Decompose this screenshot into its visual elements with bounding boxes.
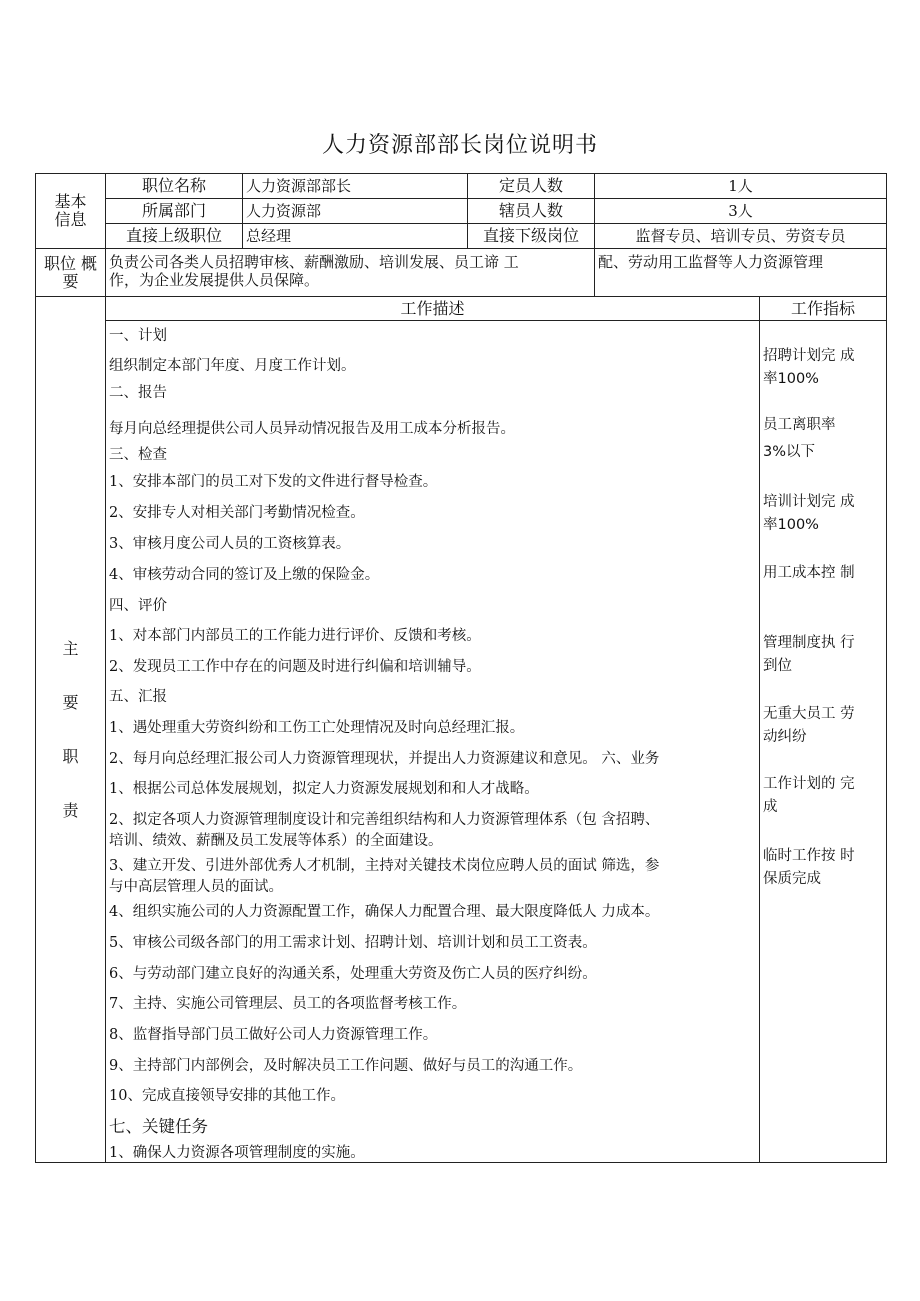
duty-line: 1、确保人力资源各项管理制度的实施。	[109, 1145, 365, 1161]
subordinate-positions-value: 监督专员、培训专员、劳资专员	[595, 224, 887, 249]
work-description-header: 工作描述	[106, 297, 760, 321]
work-description-body	[106, 321, 760, 1163]
duty-line: 组织制定本部门年度、月度工作计划。	[109, 358, 356, 374]
position-name-label: 职位名称	[106, 174, 243, 199]
metric-line: 招聘计划完 成	[763, 348, 855, 364]
duty-line: 1、根据公司总体发展规划，拟定人力资源发展规划和和人才战略。	[109, 781, 539, 797]
duty-line: 6、与劳动部门建立良好的沟通关系，处理重大劳资及伤亡人员的医疗纠纷。	[109, 966, 597, 982]
summary-text-continued: 配、劳动用工监督等人力资源管理	[595, 249, 887, 297]
metric-line: 率100%	[763, 371, 819, 387]
metric-line: 成	[763, 799, 778, 815]
metric-line: 用工成本控 制	[763, 565, 855, 581]
subordinates-count-value: 3人	[595, 199, 887, 224]
job-description-table	[35, 173, 887, 1163]
metric-line: 动纠纷	[763, 729, 807, 745]
metric-line: 管理制度执 行	[763, 635, 855, 651]
department-value: 人力资源部	[243, 199, 468, 224]
duty-line: 每月向总经理提供公司人员异动情况报告及用工成本分析报告。	[109, 421, 515, 437]
superior-label: 直接上级职位	[106, 224, 243, 249]
duty-line: 1、安排本部门的员工对下发的文件进行督导检查。	[109, 474, 438, 490]
duty-line: 二、报告	[109, 385, 167, 401]
metric-line: 临时工作按 时	[763, 848, 855, 864]
duty-line: 培训、绩效、薪酬及员工发展等体系）的全面建设。	[109, 833, 443, 849]
duty-line: 3、建立开发、引进外部优秀人才机制，主持对关键技术岗位应聘人员的面试 筛选，参	[109, 858, 660, 874]
summary-label: 职位 概 要	[36, 249, 106, 297]
headcount-label: 定员人数	[468, 174, 595, 199]
main-duties-label: 主 要 职 责	[36, 297, 106, 1163]
work-metrics-header: 工作指标	[760, 297, 887, 321]
duty-line: 10、完成直接领导安排的其他工作。	[109, 1088, 345, 1104]
superior-value: 总经理	[243, 224, 468, 249]
duty-line: 3、审核月度公司人员的工资核算表。	[109, 536, 351, 552]
duty-line: 7、主持、实施公司管理层、员工的各项监督考核工作。	[109, 996, 467, 1012]
duty-line: 8、监督指导部门员工做好公司人力资源管理工作。	[109, 1027, 438, 1043]
duty-line: 2、安排专人对相关部门考勤情况检查。	[109, 505, 365, 521]
subordinate-positions-label: 直接下级岗位	[468, 224, 595, 249]
subordinates-count-label: 辖员人数	[468, 199, 595, 224]
summary-text: 负责公司各类人员招聘审核、薪酬激励、培训发展、员工谛 工 作，为企业发展提供人员保障。	[106, 249, 595, 297]
duty-line: 四、评价	[109, 598, 167, 614]
work-metrics-body	[760, 321, 887, 1163]
metric-line: 员工离职率	[763, 417, 836, 433]
duty-line: 9、主持部门内部例会，及时解决员工工作问题、做好与员工的沟通工作。	[109, 1058, 583, 1074]
department-label: 所属部门	[106, 199, 243, 224]
duty-line: 2、发现员工工作中存在的问题及时进行纠偏和培训辅导。	[109, 659, 481, 675]
duty-line: 4、审核劳动合同的签订及上缴的保险金。	[109, 567, 380, 583]
metric-line: 3%以下	[763, 444, 816, 460]
duty-line: 三、检查	[109, 447, 167, 463]
duty-line: 4、组织实施公司的人力资源配置工作，确保人力配置合理、最大限度降低人 力成本。	[109, 904, 660, 920]
metric-line: 保质完成	[763, 871, 821, 887]
duty-line: 一、计划	[109, 328, 167, 344]
metric-line: 无重大员工 劳	[763, 706, 855, 722]
metric-line: 率100%	[763, 517, 819, 533]
duty-line: 5、审核公司级各部门的用工需求计划、招聘计划、培训计划和员工工资表。	[109, 935, 597, 951]
duty-line: 七、关键任务	[109, 1117, 208, 1136]
duty-line: 2、每月向总经理汇报公司人力资源管理现状，并提出人力资源建议和意见。 六、业务	[109, 751, 660, 767]
headcount-value: 1人	[595, 174, 887, 199]
duty-line: 1、对本部门内部员工的工作能力进行评价、反馈和考核。	[109, 628, 481, 644]
position-name-value: 人力资源部部长	[243, 174, 468, 199]
duty-line: 五、汇报	[109, 689, 167, 705]
metric-line: 培训计划完 成	[763, 494, 855, 510]
duty-line: 2、拟定各项人力资源管理制度设计和完善组织结构和人力资源管理体系（包 含招聘、	[109, 812, 660, 828]
duty-line: 与中高层管理人员的面试。	[109, 879, 283, 895]
metric-line: 工作计划的 完	[763, 776, 855, 792]
basic-info-label: 基本 信息	[36, 174, 106, 249]
page-title: 人力资源部部长岗位说明书	[321, 133, 598, 158]
metric-line: 到位	[763, 658, 792, 674]
duty-line: 1、遇处理重大劳资纠纷和工伤工亡处理情况及时向总经理汇报。	[109, 720, 525, 736]
